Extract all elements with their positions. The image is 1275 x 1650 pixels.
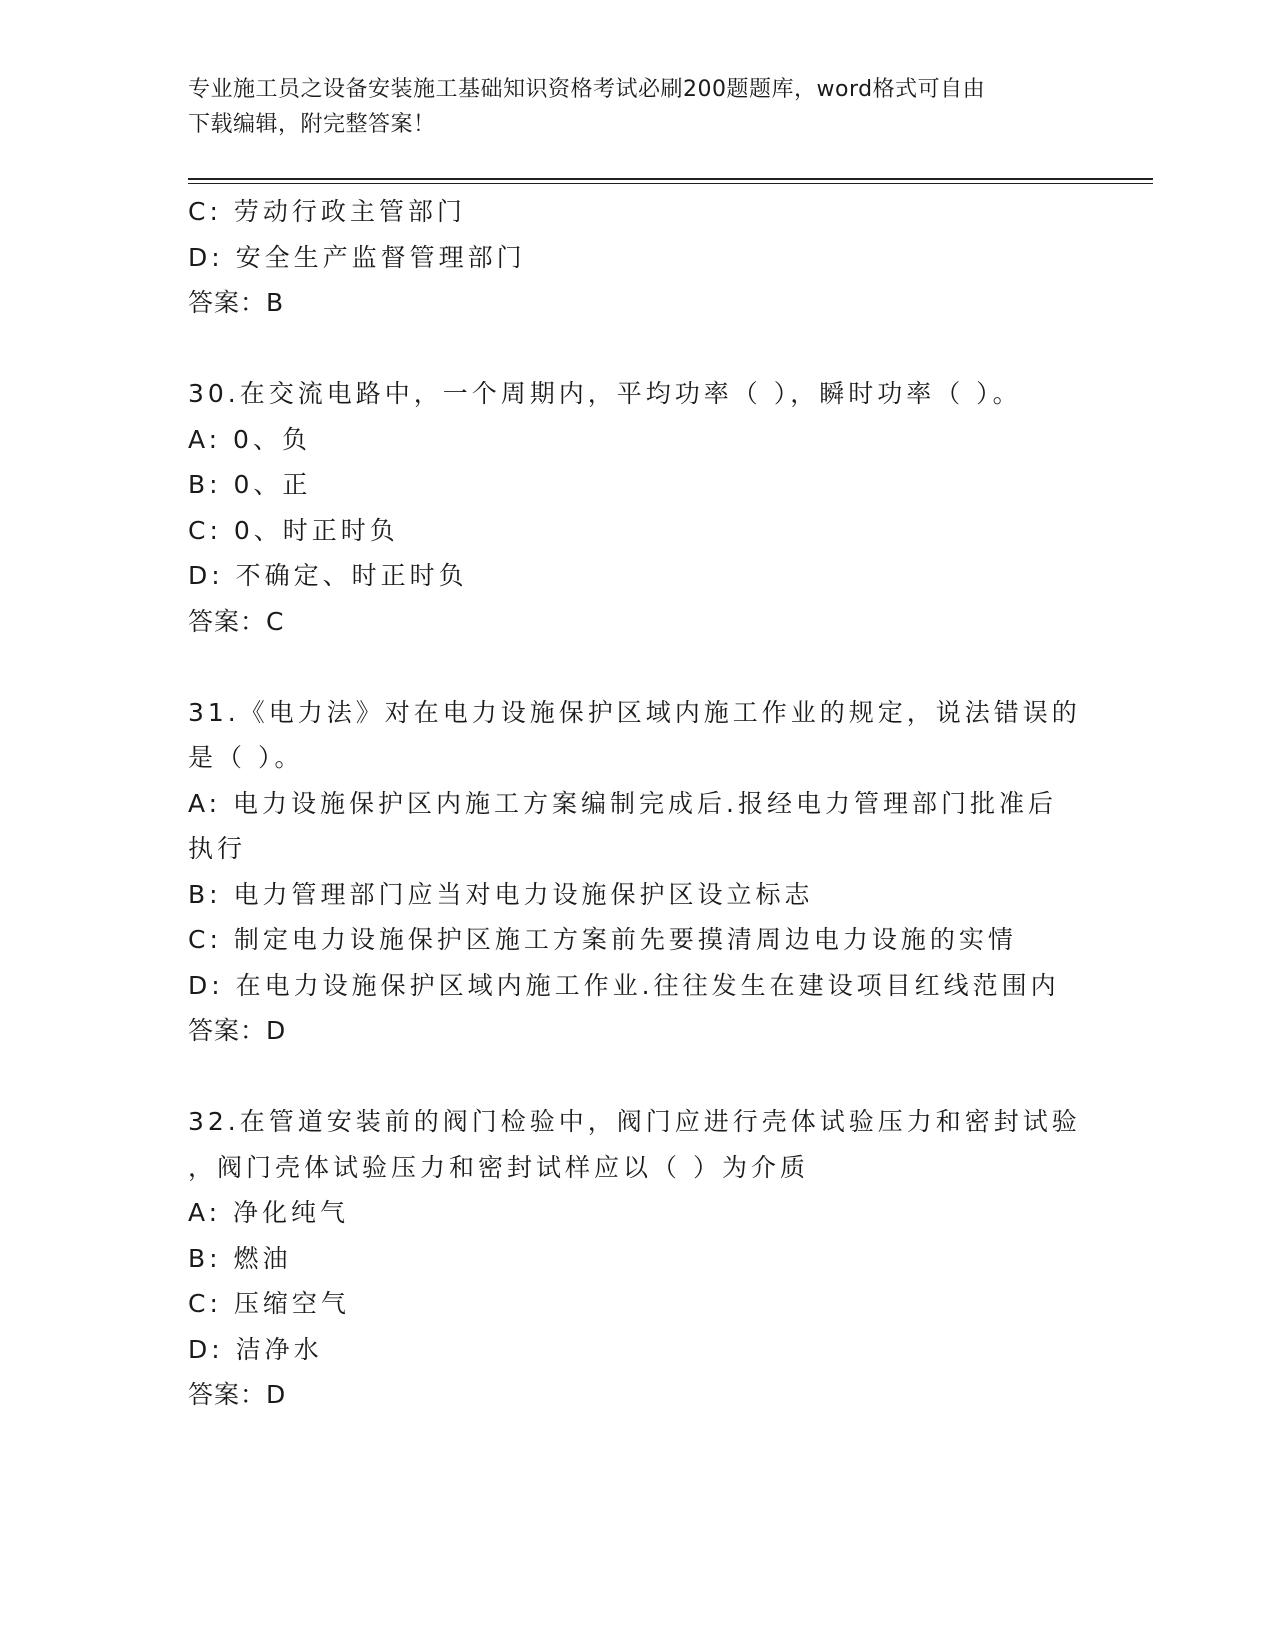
option-a-continued: 执行 [188,834,247,863]
question-stem: 30.在交流电路中，一个周期内，平均功率（ ），瞬时功率（ ）。 [188,379,1022,408]
option-c: C: 劳动行政主管部门 [188,197,466,226]
option-d: D: 洁净水 [188,1334,323,1364]
question-content [188,189,1088,1418]
header-rule-thick [188,178,1153,180]
option-d: D: 不确定、时正时负 [188,561,468,590]
option-a: A: 电力设施保护区内施工方案编制完成后.报经电力管理部门批准后 [188,788,1057,818]
question-30 [188,371,1088,644]
question-stem-continued: ，阀门壳体试验压力和密封试样应以（ ）为介质 [188,1152,809,1182]
question-32 [188,1099,1088,1418]
option-a: A: 0、负 [188,424,311,454]
answer-line: 答案：C [188,606,285,636]
document-header [188,72,1088,142]
option-b: B: 电力管理部门应当对电力设施保护区设立标志 [188,879,814,909]
header-line-1: 专业施工员之设备安装施工基础知识资格考试必刷200题题库，word格式可自由 [188,77,986,102]
question-31 [188,690,1088,1054]
question-stem: 32.在管道安装前的阀门检验中，阀门应进行壳体试验压力和密封试验 [188,1107,1081,1136]
question-stem-continued: 是（ ）。 [188,743,304,772]
answer-line: 答案：B [188,288,285,317]
header-rule-thin [188,183,1153,184]
option-c: C: 0、时正时负 [188,515,399,545]
answer-line: 答案：D [188,1016,287,1045]
option-c: C: 压缩空气 [188,1289,350,1318]
option-d: D: 在电力设施保护区域内施工作业.往往发生在建设项目红线范围内 [188,970,1060,1000]
option-a: A: 净化纯气 [188,1198,350,1227]
header-line-2: 下载编辑，附完整答案！ [188,112,436,137]
option-d: D: 安全生产监督管理部门 [188,242,526,272]
option-c: C: 制定电力设施保护区施工方案前先要摸清周边电力设施的实情 [188,925,1017,954]
option-b: B: 0、正 [188,470,312,499]
option-b: B: 燃油 [188,1243,292,1273]
question-stem: 31.《电力法》对在电力设施保护区域内施工作业的规定，说法错误的 [188,697,1081,727]
previous-question-tail [188,189,1088,326]
answer-line: 答案：D [188,1380,287,1409]
